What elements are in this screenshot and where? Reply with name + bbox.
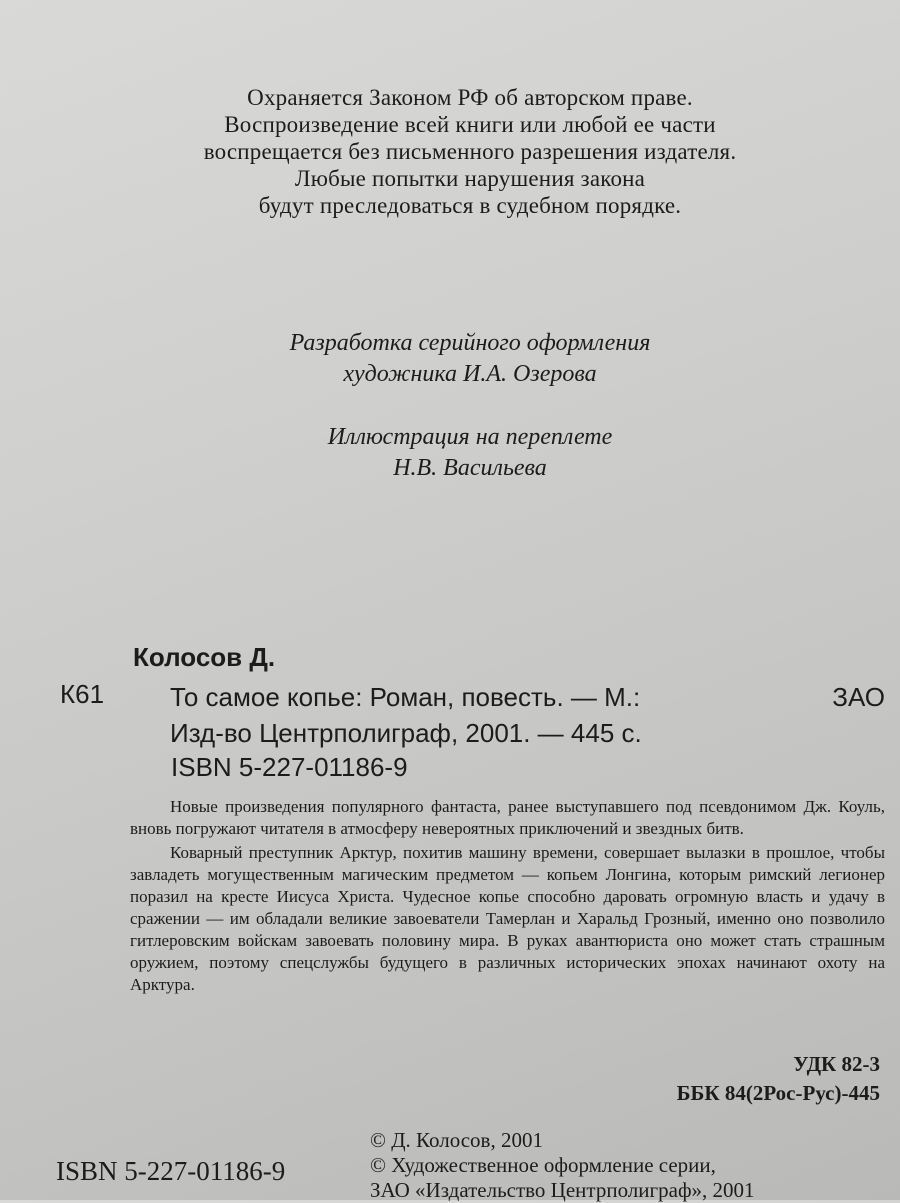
annotation-paragraph: Новые произведения популярного фантаста, ранее выступавшего под псевдонимом Дж. Коуль, вновь погружают читателя в атмосферу невероятных приключений и звездных битв. [130, 797, 885, 838]
catalog-publisher-prefix: ЗАО [832, 682, 885, 712]
catalog-code: К61 [60, 679, 105, 709]
catalog-publisher-line: Изд-во Центрполиграф, 2001. — 445 с. [170, 718, 642, 748]
copyright-line: ЗАО «Издательство Центрполиграф», 2001 [370, 1178, 755, 1202]
credit-line: художника И.А. Озерова [343, 361, 597, 387]
credit-line: Разработка серийного оформления [289, 330, 651, 356]
udk-code: УДК 82-3 [793, 1052, 880, 1076]
notice-line: Любые попытки нарушения закона [294, 166, 646, 191]
copyright-notice [100, 84, 840, 219]
credit-line: Н.В. Васильева [393, 455, 547, 481]
isbn-footer: ISBN 5-227-01186-9 [56, 1156, 286, 1186]
copyright-line: © Д. Колосов, 2001 [370, 1128, 543, 1152]
catalog-reference [170, 679, 885, 751]
copyright-lines [370, 1128, 755, 1203]
bbk-code: ББК 84(2Рос-Рус)-445 [676, 1081, 880, 1105]
notice-line: Охраняется Законом РФ об авторском праве. [247, 85, 693, 110]
catalog-author: Колосов Д. [133, 642, 276, 672]
copyright-line: © Художественное оформление серии, [370, 1153, 716, 1177]
classification-block [677, 1050, 880, 1108]
notice-line: будут преследоваться в судебном порядке. [258, 193, 682, 218]
cover-illustration-credit [100, 422, 840, 484]
catalog-title: То самое копье: Роман, повесть. — М.: [170, 682, 641, 712]
book-annotation [130, 796, 885, 996]
credit-line: Иллюстрация на переплете [327, 424, 613, 450]
notice-line: Воспроизведение всей книги или любой ее части [224, 112, 716, 137]
annotation-paragraph: Коварный преступник Арктур, похитив машину времени, совершает вылазки в прошлое, чтобы завладеть могущественным магическим предметом — копьем Лонгина, которым римский легионер поразил на кресте Иисуса Христа. Чудесное копье способно даровать огромную власть и удачу в сражении — им обладали великие завоеватели Тамерлан и Харальд Грозный, именно оно позволило гитлеровским войскам завоевать половину мира. В руках авантюриста оно может стать страшным оружием, поэтому спецслужбы будущего в различных исторических эпохах начинают охоту на Арктура. [130, 843, 885, 994]
notice-line: воспрещается без письменного разрешения издателя. [203, 139, 737, 164]
series-design-credit [100, 328, 840, 390]
catalog-isbn: ISBN 5-227-01186-9 [171, 752, 408, 782]
